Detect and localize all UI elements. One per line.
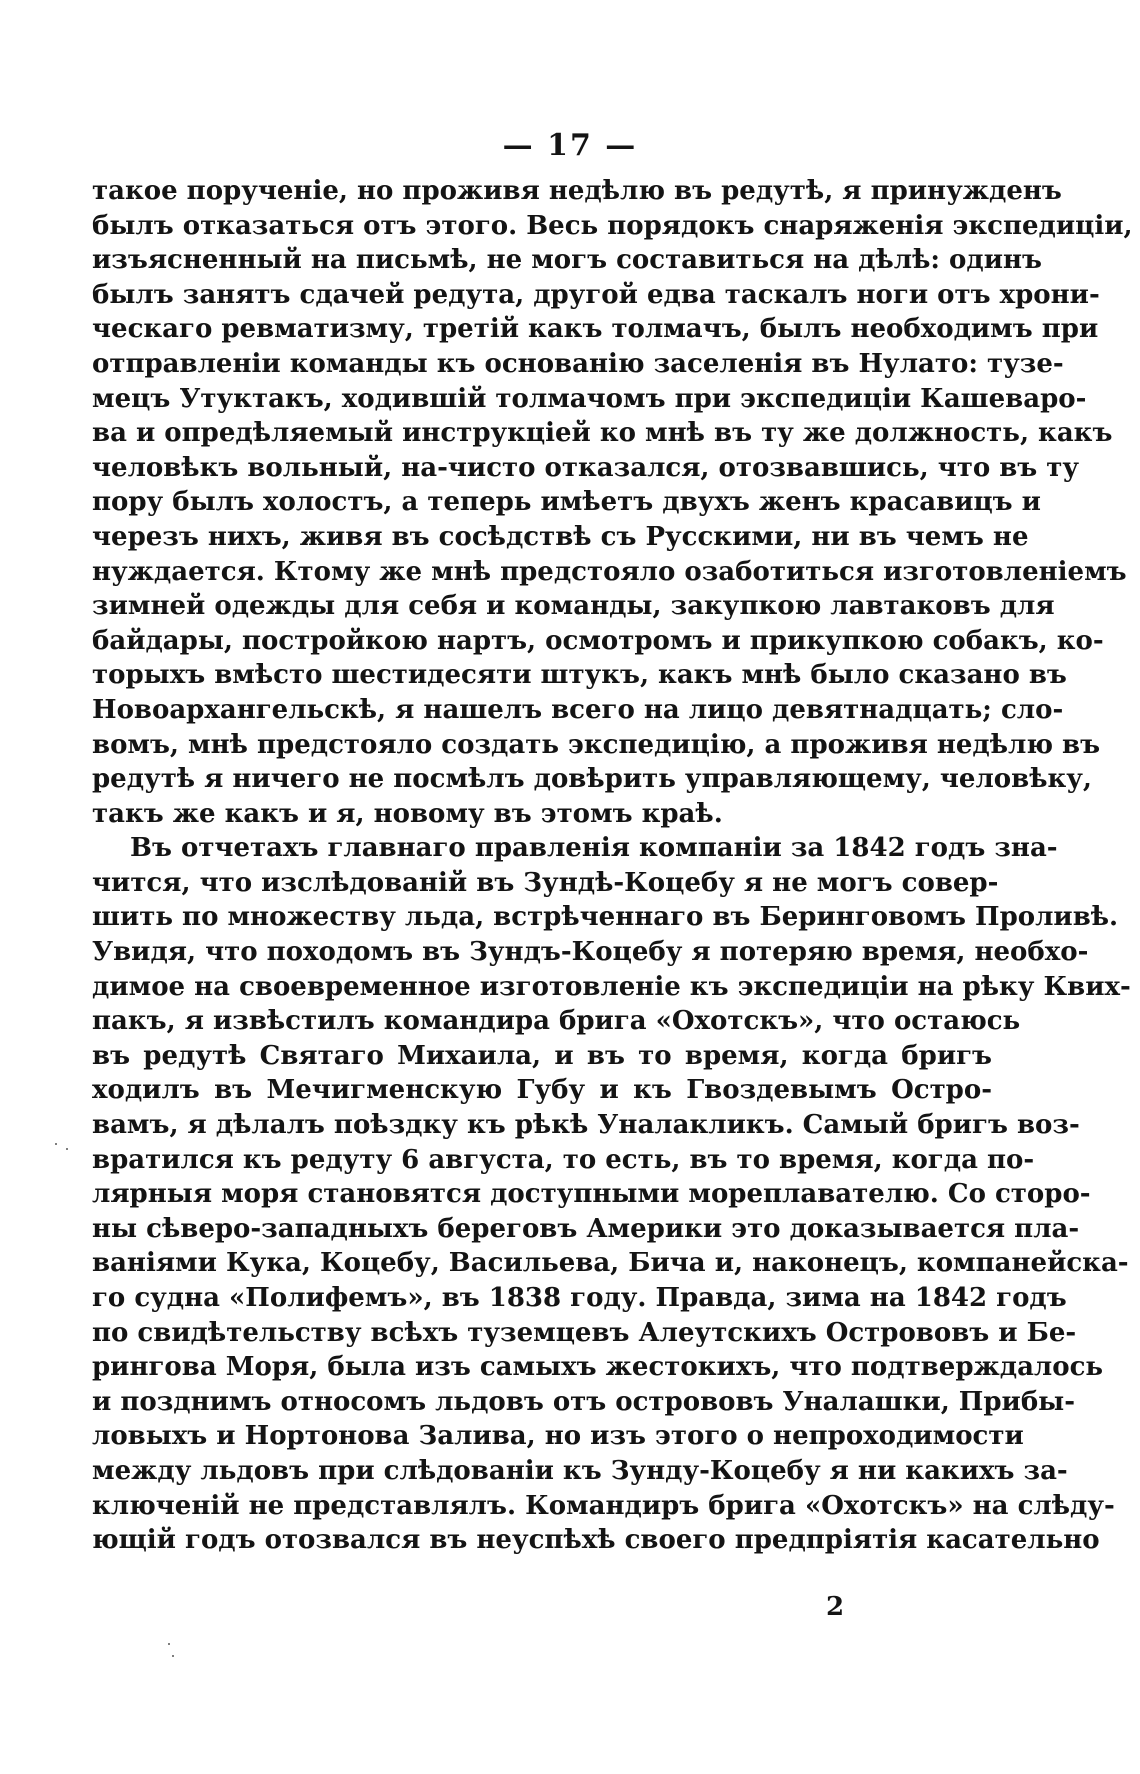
text-line: редутѣ я ничего не посмѣлъ довѣрить управляющему, человѣку, [92, 764, 1092, 795]
text-line: Новоархангельскѣ, я нашелъ всего на лицо девятнадцать; сло- [92, 694, 1064, 725]
text-line: го судна «Полифемъ», въ 1838 году. Правда, зима на 1842 годъ [92, 1283, 1067, 1313]
text-line: Увидя, что походомъ въ Зундъ-Коцебу я потеряю время, необхо- [92, 937, 1089, 968]
text-line: Въ отчетахъ главнаго правленія компаніи за 1842 годъ зна- [130, 833, 1058, 864]
text-line: человѣкъ вольный, на-чисто отказался, отозвавшись, что въ ту [92, 452, 1080, 483]
text-line: лярныя моря становятся доступными мореплавателю. Со сторо- [92, 1179, 1091, 1210]
text-line: ческаго ревматизму, третій какъ толмачъ, былъ необходимъ при [92, 314, 1099, 345]
text-line: такое порученіе, но проживя недѣлю въ редутѣ, я принужденъ [92, 176, 1062, 206]
text-line: чится, что изслѣдованій въ Зундѣ-Коцебу я не могъ совер- [92, 867, 999, 898]
text-line: между льдовъ при слѣдованіи къ Зунду-Коцебу я ни какихъ за- [92, 1455, 1068, 1486]
text-line: ва и опредѣляемый инструкціей ко мнѣ въ ту же должность, какъ [92, 418, 1113, 449]
print-speck [168, 1643, 170, 1645]
text-line: димое на своевременное изготовленіе къ экспедиціи на рѣку Квих- [92, 971, 1131, 1002]
text-line: зимней одежды для себя и команды, закупкою лавтаковъ для [92, 591, 1055, 622]
text-line: вратился къ редуту 6 августа, то есть, въ то время, когда по- [92, 1144, 1035, 1175]
paragraph-1 [92, 174, 1133, 831]
print-speck [66, 1148, 68, 1150]
print-speck [55, 1143, 57, 1145]
text-line: ходилъ въ Мечигменскую Губу и къ Гвоздевымъ Остро- [92, 1075, 992, 1106]
text-line: въ редутѣ Святаго Михаила, и въ то время, когда бригъ [92, 1040, 992, 1071]
signature-mark: 2 [826, 1592, 845, 1622]
text-line: шить по множеству льда, встрѣченнаго въ Беринговомъ Проливѣ. [92, 902, 1119, 933]
text-line: байдары, постройкою нартъ, осмотромъ и прикупкою собакъ, ко- [92, 625, 1104, 656]
text-line: изъясненный на письмѣ, не могъ составиться на дѣлѣ: одинъ [92, 245, 1042, 276]
text-line: ны сѣверо-западныхъ береговъ Америки это доказывается пла- [92, 1213, 1080, 1244]
text-line: ключеній не представлялъ. Командиръ брига «Охотскъ» на слѣду- [92, 1490, 1115, 1521]
text-line: такъ же какъ и я, новому въ этомъ краѣ. [92, 798, 723, 829]
text-line: вомъ, мнѣ предстояло создать экспедицію, а проживя недѣлю въ [92, 729, 1101, 760]
print-speck [172, 1655, 174, 1657]
text-line: торыхъ вмѣсто шестидесяти штукъ, какъ мнѣ было сказано въ [92, 660, 1067, 691]
page-number: — 17 — [502, 128, 638, 163]
text-line: отправленіи команды къ основанію заселенія въ Нулато: тузе- [92, 348, 1064, 379]
text-line: ваніями Кука, Коцебу, Васильева, Бича и, наконецъ, компанейска- [92, 1248, 1129, 1279]
text-line: и позднимъ относомъ льдовъ отъ острововъ Уналашки, Прибы- [92, 1386, 1076, 1417]
text-line: по свидѣтельству всѣхъ туземцевъ Алеутскихъ Острововъ и Бе- [92, 1317, 1077, 1348]
text-line: черезъ нихъ, живя въ сосѣдствѣ съ Русскими, ни въ чемъ не [92, 521, 1029, 552]
text-line: былъ отказаться отъ этого. Весь порядокъ снаряженія экспедиціи, [92, 210, 1133, 241]
text-line: вамъ, я дѣлалъ поѣздку къ рѣкѣ Уналакликъ. Самый бригъ воз- [92, 1110, 1080, 1141]
text-line: ющій годъ отозвался въ неуспѣхѣ своего предпріятія касательно [92, 1525, 1100, 1556]
text-line: мецъ Утуктакъ, ходившій толмачомъ при экспедиціи Кашеваро- [92, 383, 1087, 414]
text-line: рингова Моря, была изъ самыхъ жестокихъ, что подтверждалось [92, 1352, 1104, 1383]
text-line: нуждается. Ктому же мнѣ предстояло озаботиться изготовленіемъ [92, 556, 1127, 587]
text-line: былъ занятъ сдачей редута, другой едва таскалъ ноги отъ хрони- [92, 279, 1100, 310]
body-text [92, 174, 1133, 1558]
text-line: ловыхъ и Нортонова Залива, но изъ этого о непроходимости [92, 1421, 1024, 1452]
text-line: пакъ, я извѣстилъ командира брига «Охотскъ», что остаюсь [92, 1006, 1021, 1037]
text-line: пору былъ холостъ, а теперь имѣетъ двухъ женъ красавицъ и [92, 487, 1041, 518]
paragraph-2 [92, 831, 1131, 1557]
